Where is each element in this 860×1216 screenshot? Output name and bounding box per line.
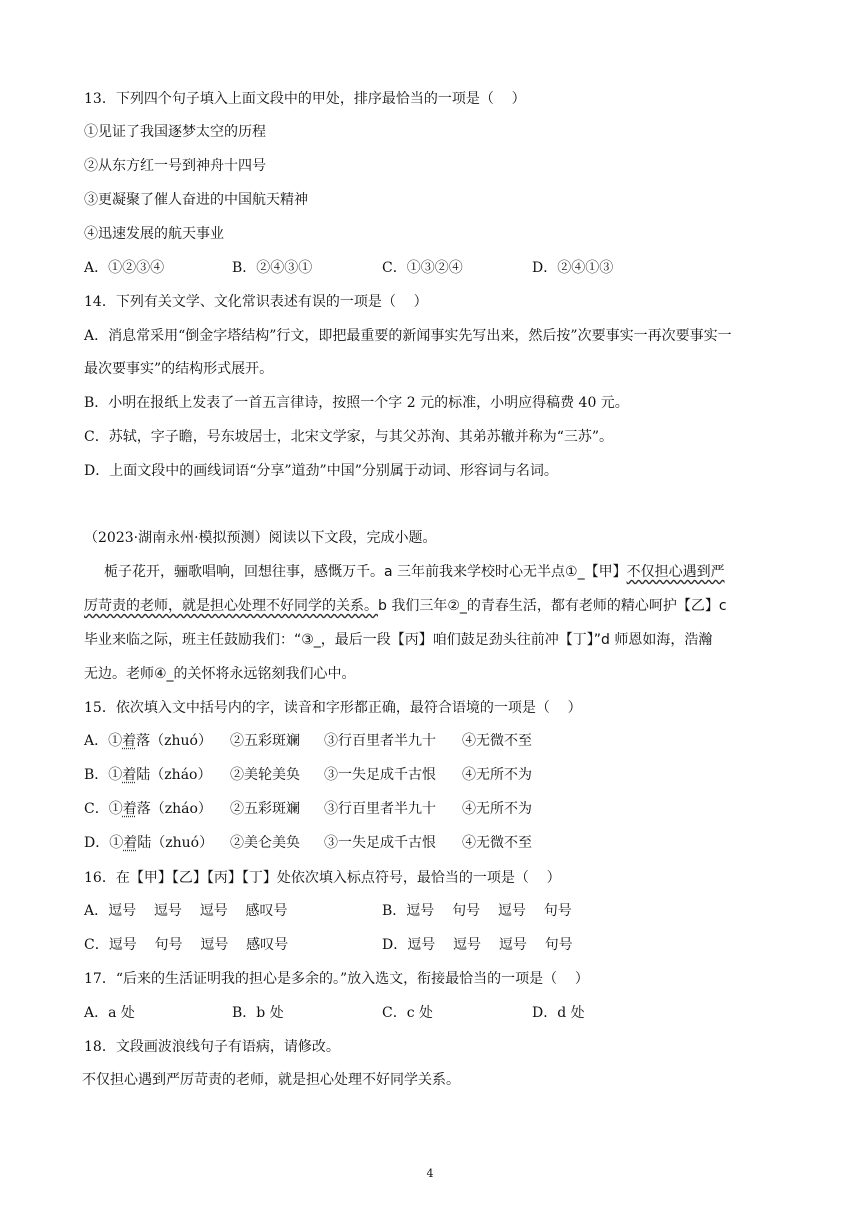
q15-option-a-c3: ③行百里者半九十: [324, 733, 436, 749]
q14-option-a-line1: A．消息常采用“倒金字塔结构”行文，即把最重要的新闻事实先写出来，然后按”次要事实一再次要事实一: [84, 328, 732, 344]
q13-item-3: ③更凝聚了催人奋进的中国航天精神: [84, 192, 308, 208]
q16-option-c: C．逗号 句号 逗号 感叹号: [84, 937, 289, 953]
q15-stem: 15．依次填入文中括号内的字，读音和字形都正确，最符合语境的一项是（ ）: [84, 700, 582, 716]
emphasis-dot-char: 着: [122, 801, 137, 817]
q13-stem: 13．下列四个句子填入上面文段中的甲处，排序最恰当的一项是（ ）: [84, 91, 526, 107]
q13-item-1: ①见证了我国逐梦太空的历程: [84, 124, 266, 140]
q18-sentence: 不仅担心遇到严厉苛责的老师，就是担心处理不好同学关系。: [82, 1072, 460, 1088]
wavy-underline-sentence-part2: 厉苛责的老师，就是担心处理不好同学的关系。: [84, 598, 378, 614]
q15-option-d-c2: ②美仑美奂: [230, 835, 300, 851]
q16-option-d: D．逗号 逗号 逗号 句号: [382, 937, 573, 953]
wavy-underline-sentence-part1: 不仅担心遇到严: [626, 564, 725, 580]
q15-option-c-c4: ④无所不为: [462, 801, 532, 817]
q14-option-c: C．苏轼，字子瞻，号东坡居士，北宋文学家，与其父苏洵、其弟苏辙并称为“三苏”。: [84, 429, 614, 445]
q15-option-c-c3: ③行百里者半九十: [324, 801, 436, 817]
emphasis-dot-char: 着: [122, 767, 137, 783]
q15-option-a-c2: ②五彩斑斓: [230, 733, 300, 749]
q16-option-a: A．逗号 逗号 逗号 感叹号: [84, 903, 288, 919]
emphasis-dot-char: 着: [123, 835, 138, 851]
q14-option-b: B．小明在报纸上发表了一首五言律诗，按照一个字 2 元的标准，小明应得稿费 40 元。: [84, 395, 629, 411]
q14-option-a-line2: 最次要事实”的结构形式展开。: [84, 361, 274, 377]
q17-option-c: C．c 处: [382, 1005, 434, 1021]
q16-stem: 16．在【甲】【乙】【丙】【丁】处依次填入标点符号，最恰当的一项是（ ）: [84, 870, 561, 886]
q17-stem: 17．“后来的生活证明我的担心是多余的。”放入选文，衔接最恰当的一项是（ ）: [84, 971, 589, 987]
emphasis-dot-char: 着: [122, 733, 137, 749]
q15-option-c-c2: ②五彩斑斓: [230, 801, 300, 817]
passage-source: （2023·湖南永州·模拟预测）阅读以下文段，完成小题。: [84, 530, 437, 546]
q14-option-d: D．上面文段中的画线词语“分享”道劲”中国”分别属于动词、形容词与名词。: [84, 463, 558, 479]
passage-line-3: 毕业来临之际，班主任鼓励我们：“③_，最后一段【丙】咱们鼓足劲头往前冲【丁】”d 师恩如海，浩瀚: [84, 632, 713, 648]
q13-option-a: A．①②③④: [84, 260, 165, 276]
passage-line-4: 无边。老师④_的关怀将永远铭刻我们心中。: [84, 666, 356, 682]
q15-option-d-c3: ③一失足成千古恨: [324, 835, 436, 851]
q15-option-a-c4: ④无微不至: [462, 733, 532, 749]
q18-stem: 18．文段画波浪线句子有语病，请修改。: [84, 1039, 340, 1055]
q13-option-c: C．①③②④: [382, 260, 463, 276]
passage-line-1: [104, 562, 804, 582]
q15-option-a: A．①着落（zhuó）: [84, 733, 212, 749]
q15-option-b: B．①着陆（zháo）: [84, 767, 212, 783]
q15-option-d-c4: ④无微不至: [462, 835, 532, 851]
q15-option-b-c4: ④无所不为: [462, 767, 532, 783]
passage-text: 栀子花开，骊歌唱响，回想往事，感慨万千。a 三年前我来学校时心无半点①_【甲】: [104, 564, 627, 580]
q15-option-c: C．①着落（zháo）: [84, 801, 212, 817]
passage-text: b 我们三年②_的青春生活，都有老师的精心呵护【乙】c: [378, 598, 727, 614]
q13-option-d: D．②④①③: [532, 260, 614, 276]
q13-option-b: B．②④③①: [232, 260, 313, 276]
q17-option-d: D．d 处: [532, 1005, 585, 1021]
q17-option-a: A．a 处: [84, 1005, 135, 1021]
q13-item-4: ④迅速发展的航天事业: [84, 226, 224, 242]
page-number: 4: [426, 1167, 434, 1180]
q14-stem: 14．下列有关文学、文化常识表述有误的一项是（ ）: [84, 294, 428, 310]
q16-option-b: B．逗号 句号 逗号 句号: [382, 903, 572, 919]
q15-option-b-c3: ③一失足成千古恨: [324, 767, 436, 783]
q15-option-d: D．①着陆（zhuó）: [84, 835, 214, 851]
q17-option-b: B．b 处: [232, 1005, 284, 1021]
q13-item-2: ②从东方红一号到神舟十四号: [84, 158, 266, 174]
passage-line-2: [84, 596, 784, 616]
q15-option-b-c2: ②美轮美奂: [230, 767, 300, 783]
